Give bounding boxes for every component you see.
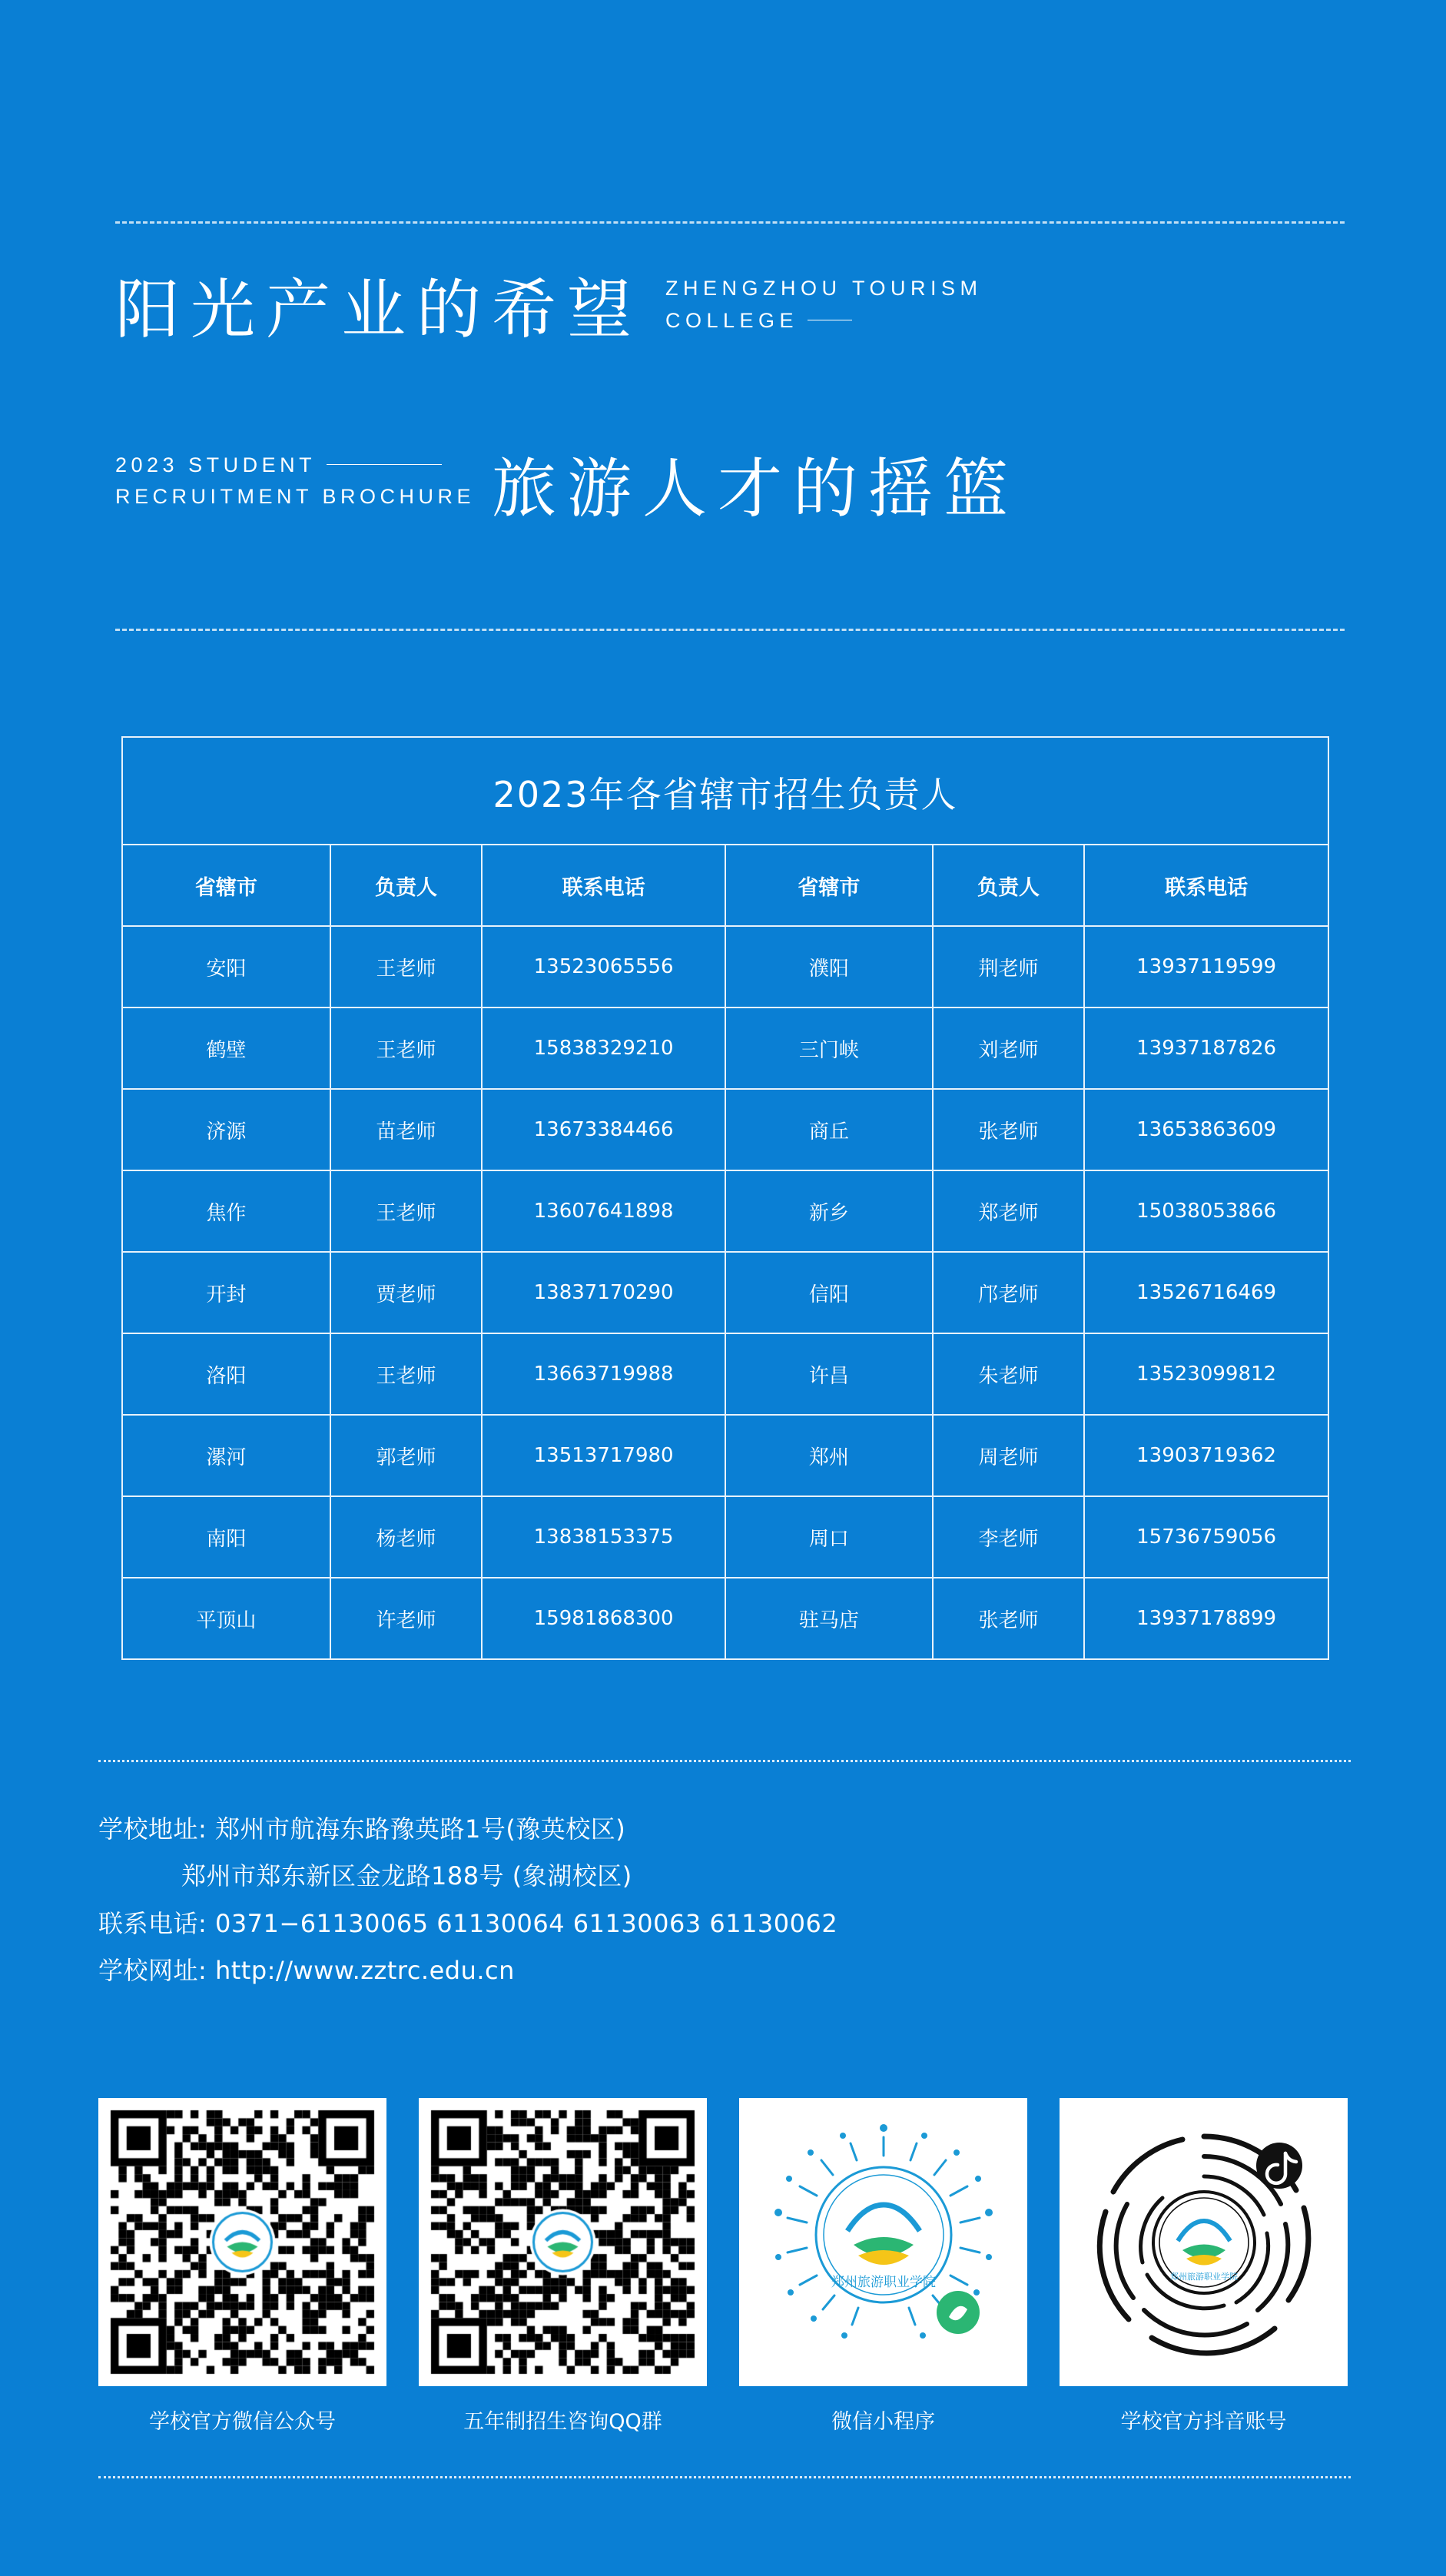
table-cell: 王老师 [330,1333,483,1415]
contacts-table [123,844,1328,1658]
table-cell: 许昌 [725,1333,933,1415]
qr-caption: 五年制招生咨询QQ群 [463,2410,662,2434]
table-cell: 15736759056 [1084,1496,1328,1578]
college-emblem-icon [757,2116,1010,2369]
table-cell: 15838329210 [482,1007,725,1089]
table-cell: 13837170290 [482,1252,725,1333]
table-cell: 邝老师 [933,1252,1085,1333]
qr-caption: 学校官方抖音账号 [1120,2410,1287,2434]
qr-box[interactable] [419,2098,707,2386]
table-cell: 13523065556 [482,926,725,1007]
qr-code-row [98,2098,1358,2435]
table-cell: 苗老师 [330,1089,483,1170]
table-header-row [123,845,1328,926]
table-cell: 李老师 [933,1496,1085,1578]
qr-item-wechat-official [98,2098,386,2435]
headline-row-2 [115,450,1360,526]
table-cell: 13903719362 [1084,1415,1328,1496]
table-cell: 周口 [725,1496,933,1578]
table-cell: 13653863609 [1084,1089,1328,1170]
subhead-en-line1: 2023 STUDENT [115,453,317,476]
table-cell: 三门峡 [725,1007,933,1089]
table-cell: 开封 [123,1252,330,1333]
table-row [123,1170,1328,1252]
table-row [123,1089,1328,1170]
table-cell: 驻马店 [725,1578,933,1658]
table-cell: 王老师 [330,1007,483,1089]
table-row [123,1333,1328,1415]
table-cell: 贾老师 [330,1252,483,1333]
table-cell: 13937187826 [1084,1007,1328,1089]
table-cell: 平顶山 [123,1578,330,1658]
table-cell: 济源 [123,1089,330,1170]
website-line: 学校网址: http://www.zztrc.edu.cn [98,1956,515,1986]
headline-en-line2: COLLEGE [665,308,799,332]
recruitment-contacts-table [121,736,1329,1660]
table-body [123,926,1328,1658]
table-row [123,1578,1328,1658]
headline-row-1 [115,271,1360,347]
table-cell: 荆老师 [933,926,1085,1007]
qr-item-douyin [1060,2098,1348,2435]
contact-info [98,1806,1358,1995]
header-bottom-divider [115,629,1345,631]
headline-en-line2-wrap [665,305,983,337]
table-cell: 13513717980 [482,1415,725,1496]
qr-box[interactable] [1060,2098,1348,2386]
table-cell: 13607641898 [482,1170,725,1252]
svg-text:郑州旅游职业学院: 郑州旅游职业学院 [1169,2271,1238,2282]
qr-code-image [419,2098,707,2386]
address-line-2: 郑州市郑东新区金龙路188号 (象湖校区) [181,1861,632,1891]
phone-line: 联系电话: 0371−61130065 61130064 61130063 61130062 [98,1908,838,1938]
table-cell: 15981868300 [482,1578,725,1658]
table-cell: 13937178899 [1084,1578,1328,1658]
qr-item-wechat-miniprogram [739,2098,1027,2435]
table-cell: 洛阳 [123,1333,330,1415]
table-row [123,1007,1328,1089]
qr-box[interactable] [739,2098,1027,2386]
table-title: 2023年各省辖市招生负责人 [493,774,958,815]
header-top-divider [115,221,1345,224]
table-header-cell: 联系电话 [482,845,725,926]
table-cell: 13663719988 [482,1333,725,1415]
table-header-cell: 联系电话 [1084,845,1328,926]
table-cell: 王老师 [330,1170,483,1252]
table-cell: 许老师 [330,1578,483,1658]
table-cell: 杨老师 [330,1496,483,1578]
headline-cn-line1: 阳光产业的希望 [115,271,643,347]
table-cell: 13526716469 [1084,1252,1328,1333]
table-cell: 郭老师 [330,1415,483,1496]
miniprogram-logo [739,2098,1027,2386]
table-cell: 刘老师 [933,1007,1085,1089]
table-cell: 13838153375 [482,1496,725,1578]
headline-en-block [665,273,983,342]
table-cell: 13937119599 [1084,926,1328,1007]
table-cell: 鹤壁 [123,1007,330,1089]
qr-code-image [98,2098,386,2386]
table-header-cell: 省辖市 [123,845,330,926]
contact-top-divider [98,1760,1351,1762]
table-header-cell: 省辖市 [725,845,933,926]
table-cell: 13673384466 [482,1089,725,1170]
table-cell: 15038053866 [1084,1170,1328,1252]
headline-en-line1: ZHENGZHOU TOURISM [665,277,983,300]
table-header-cell: 负责人 [933,845,1085,926]
table-cell: 漯河 [123,1415,330,1496]
table-row [123,1415,1328,1496]
qr-item-qq-group [419,2098,707,2435]
table-cell: 南阳 [123,1496,330,1578]
table-cell: 郑州 [725,1415,933,1496]
douyin-qr-icon [1073,2112,1335,2373]
douyin-code [1060,2098,1348,2386]
subhead-en-line2: RECRUITMENT BROCHURE [115,484,476,508]
headline-cn-line2: 旅游人才的摇篮 [492,451,1020,526]
table-cell: 13523099812 [1084,1333,1328,1415]
subhead-en-line1-wrap [115,450,475,481]
table-cell: 新乡 [725,1170,933,1252]
table-cell: 张老师 [933,1578,1085,1658]
subhead-rule [327,464,442,465]
table-cell: 焦作 [123,1170,330,1252]
qr-box[interactable] [98,2098,386,2386]
table-cell: 朱老师 [933,1333,1085,1415]
footer-divider [98,2476,1351,2478]
qr-caption: 微信小程序 [831,2410,935,2434]
table-cell: 商丘 [725,1089,933,1170]
table-row [123,1252,1328,1333]
address-line-1: 学校地址: 郑州市航海东路豫英路1号(豫英校区) [98,1814,626,1844]
table-cell: 郑老师 [933,1170,1085,1252]
table-row [123,1496,1328,1578]
qr-caption: 学校官方微信公众号 [149,2410,336,2434]
table-cell: 安阳 [123,926,330,1007]
subhead-en-block [115,450,475,521]
svg-text:郑州旅游职业学院: 郑州旅游职业学院 [831,2274,936,2290]
table-cell: 信阳 [725,1252,933,1333]
table-cell: 濮阳 [725,926,933,1007]
table-header-cell: 负责人 [330,845,483,926]
table-cell: 张老师 [933,1089,1085,1170]
table-row [123,926,1328,1007]
table-cell: 王老师 [330,926,483,1007]
table-cell: 周老师 [933,1415,1085,1496]
